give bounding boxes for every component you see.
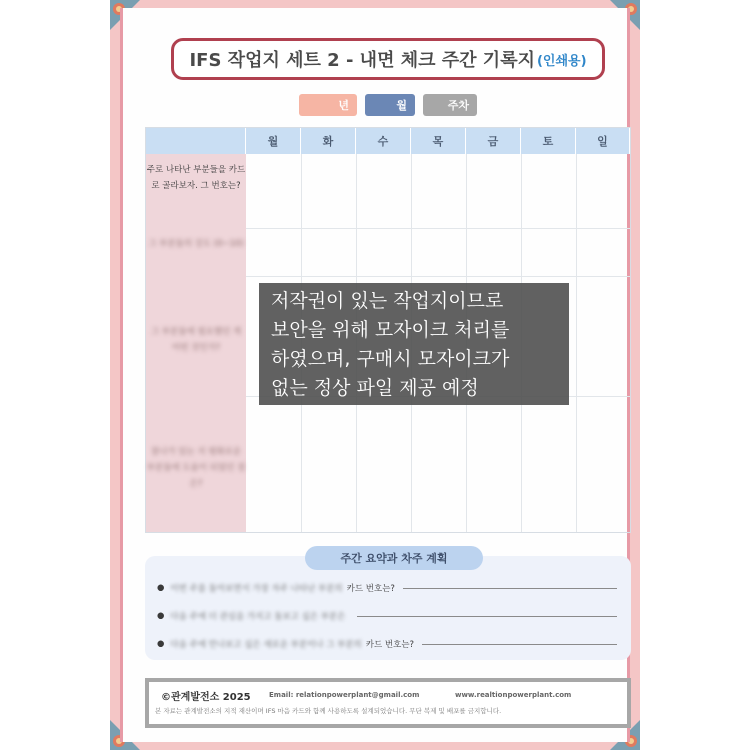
row-label-parts: 주로 나타난 부분들을 카드로 골라보자. 그 번호는? [146,165,246,191]
row-label-needs: 그 부분들에 필요했던 게 어떤 것인가? [150,327,242,353]
email-text: Email: relationpowerplant@gmail.com [269,691,420,699]
table-header-row [146,128,630,154]
date-fields [123,94,627,116]
week-label: 주차 [447,99,469,112]
worksheet-inner [120,8,630,742]
overlay-line: 하였으며, 구매시 모자이크가 [271,348,510,370]
answer-line[interactable] [403,588,617,589]
page-subtitle: (인쇄용) [536,53,587,69]
day-header-thu: 목 [411,128,466,154]
question-tail: 카드 번호는? [365,640,415,650]
overlay-line: 보안을 위해 모자이크 처리를 [271,319,510,341]
grid-line [246,276,630,277]
legal-notice: 본 자료는 관계발전소의 지적 재산이며 IFS 마음 카드와 함께 사용하도록 설계되었습니다. 무단 복제 및 배포를 금지합니다. [155,707,502,715]
page-title: IFS 작업지 세트 2 - 내면 체크 주간 기록지 [189,50,535,71]
grid-line [576,154,577,532]
footer-inner [149,682,627,724]
summary-question [157,638,617,650]
title-box [171,38,605,80]
question-tail: 카드 번호는? [346,584,395,594]
copyright-text: ©관계발전소 2025 [161,692,251,703]
week-field[interactable] [423,94,477,116]
overlay-line: 없는 정상 파일 제공 예정 [271,377,479,399]
question-text: 다음 주에 만나보고 싶은 새로운 부분이나 그 부분의 [170,640,362,650]
weekly-summary-section [145,552,631,660]
day-header-mon: 월 [246,128,301,154]
answer-line[interactable] [357,616,617,617]
question-text: 다음 주에 더 관심을 가지고 돌보고 싶은 부분은 [170,612,346,622]
row-label-column [146,154,246,532]
day-header-tue: 화 [301,128,356,154]
website-link[interactable]: www.realtionpowerplant.com [455,691,572,699]
answer-line[interactable] [422,644,617,645]
month-field[interactable] [365,94,415,116]
bullet-icon: ● [157,611,165,621]
worksheet-page [110,0,640,750]
bullet-icon: ● [157,583,165,593]
summary-question [157,582,617,594]
summary-title: 주간 요약과 차주 계획 [305,546,483,570]
day-header-wed: 수 [356,128,411,154]
row-label-self: 참나가 있는 지 평화로운 부분들에 도움이 되었던 점은? [146,447,246,489]
bullet-icon: ● [157,639,165,649]
month-label: 월 [396,99,407,112]
question-text: 이번 주를 돌아보면서 가장 자주 나타난 부분의 [170,584,343,594]
year-field[interactable] [299,94,357,116]
table-corner-cell [146,128,246,154]
copyright-notice-overlay [259,283,569,405]
row-label-intensity: 그 부분들의 강도 (0~10) [148,239,244,249]
overlay-line: 저작권이 있는 작업지이므로 [271,290,504,312]
summary-question [157,610,617,622]
day-header-sun: 일 [576,128,630,154]
day-header-sat: 토 [521,128,576,154]
day-header-fri: 금 [466,128,521,154]
grid-line [246,228,630,229]
year-label: 년 [338,99,349,112]
footer [145,678,631,728]
